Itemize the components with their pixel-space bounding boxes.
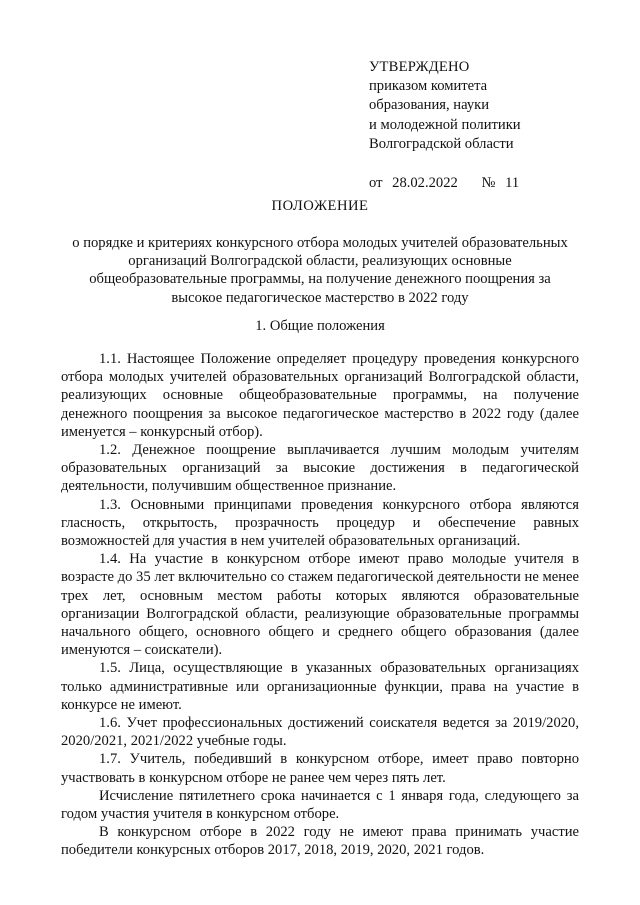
section-title: 1. Общие положения — [255, 318, 385, 334]
approval-line: Волгоградской области — [369, 135, 514, 152]
paragraph-1-1: 1.1. Настоящее Положение определяет процедуру проведения конкурсного отбора молодых учителей образовательных организаций Волгоградской области, реализующих основные общеобразовательные программы, на получение денежного поощрения за высокое педагогическое мастерство в 2022 году (далее именуется – конкурсный отбор). — [61, 351, 579, 440]
order-date: 28.02.2022 — [392, 175, 458, 192]
approval-line: приказом комитета — [369, 78, 488, 95]
approval-stamp — [369, 58, 521, 193]
document-body — [61, 350, 579, 860]
order-reference — [369, 174, 521, 193]
approval-line: образования, науки — [369, 97, 490, 114]
paragraph-1-2: 1.2. Денежное поощрение выплачивается лучшим молодым учителям образовательных организаций за высокие достижения в педагогической деятельности, получившим общественное признание. — [61, 442, 579, 495]
order-number: 11 — [505, 175, 520, 192]
paragraph-1-6: 1.6. Учет профессиональных достижений соискателя ведется за 2019/2020, 2020/2021, 2021/2022 учебные годы. — [61, 715, 579, 750]
paragraph-1-5: 1.5. Лица, осуществляющие в указанных образовательных организациях только административные или организационные функции, права на участие в конкурсе не имеют. — [61, 660, 579, 713]
approval-line: и молодежной политики — [369, 116, 521, 133]
paragraph-restriction: В конкурсном отборе в 2022 году не имеют права принимать участие победители конкурсных отборов 2017, 2018, 2019, 2020, 2021 годов. — [61, 824, 579, 859]
paragraph-term: Исчисление пятилетнего срока начинается с 1 января года, следующего за годом участия учителя в конкурсном отборе. — [61, 787, 579, 823]
document-subtitle: о порядке и критериях конкурсного отбора молодых учителей образовательных организаций Волгоградской области, реализующих основные общеобразовательные программы, на получение денежного поощрения за высокое педагогическое мастерство в 2022 году — [72, 235, 568, 306]
paragraph-1-3: 1.3. Основными принципами проведения конкурсного отбора являются гласность, открытость, прозрачность процедур и обеспечение равных возможностей для участия в нем учителей образовательных организаций. — [61, 496, 579, 550]
paragraph-1-7: 1.7. Учитель, победивший в конкурсном отборе, имеет право повторно участвовать в конкурсном отборе не ранее чем через пять лет. — [61, 751, 579, 786]
order-date-prefix: от — [369, 175, 383, 192]
approval-heading: УТВЕРЖДЕНО — [369, 59, 470, 75]
document-title: ПОЛОЖЕНИЕ — [271, 198, 369, 214]
order-number-prefix: № — [481, 175, 496, 192]
paragraph-1-4: 1.4. На участие в конкурсном отборе имеют право молодые учителя в возрасте до 35 лет включительно со стажем педагогической деятельности не менее трех лет, основным местом работы которых являются образовательные организации Волгоградской области, реализующие образовательные программы начального общего, основного общего и среднего общего образования (далее именуются – соискатели). — [61, 551, 579, 659]
